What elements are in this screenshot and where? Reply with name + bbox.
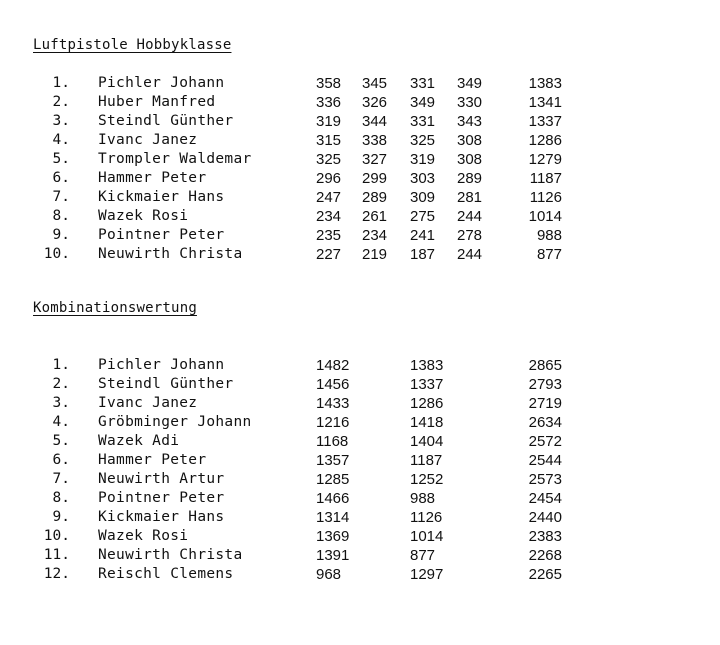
rank: 10. xyxy=(43,246,70,262)
total-score: 2572 xyxy=(528,433,562,450)
rank: 8. xyxy=(52,490,70,506)
score-a: 1168 xyxy=(316,433,349,450)
series-2-score: 234 xyxy=(362,227,388,244)
shooter-name: Hammer Peter xyxy=(98,170,207,186)
score-b: 1187 xyxy=(410,452,443,469)
series-3-score: 331 xyxy=(410,113,436,130)
series-4-score: 349 xyxy=(457,75,483,92)
series-1-score: 358 xyxy=(316,75,342,92)
series-3-score: 275 xyxy=(410,208,436,225)
score-a: 1369 xyxy=(316,528,350,545)
table-row xyxy=(0,432,720,451)
table-row xyxy=(0,470,720,489)
rank: 9. xyxy=(52,227,70,243)
series-2-score: 261 xyxy=(362,208,388,225)
series-3-score: 241 xyxy=(410,227,436,244)
table-row xyxy=(0,226,720,245)
series-4-score: 244 xyxy=(457,208,483,225)
rank: 7. xyxy=(52,471,70,487)
table-row xyxy=(0,413,720,432)
shooter-name: Ivanc Janez xyxy=(98,395,198,411)
shooter-name: Kickmaier Hans xyxy=(98,189,225,205)
table-row xyxy=(0,489,720,508)
series-3-score: 319 xyxy=(410,151,436,168)
series-4-score: 281 xyxy=(457,189,483,206)
table-row xyxy=(0,150,720,169)
shooter-name: Steindl Günther xyxy=(98,113,234,129)
series-2-score: 327 xyxy=(362,151,388,168)
table-row xyxy=(0,394,720,413)
rank: 2. xyxy=(52,376,70,392)
total-score: 1279 xyxy=(528,151,562,168)
total-score: 2793 xyxy=(528,376,562,393)
series-2-score: 326 xyxy=(362,94,388,111)
series-2-score: 299 xyxy=(362,170,388,187)
score-a: 1433 xyxy=(316,395,350,412)
shooter-name: Wazek Rosi xyxy=(98,528,189,544)
shooter-name: Huber Manfred xyxy=(98,94,216,110)
rank: 6. xyxy=(52,452,70,468)
rank: 2. xyxy=(52,94,70,110)
score-b: 877 xyxy=(410,547,436,564)
rank: 4. xyxy=(52,414,70,430)
score-b: 1337 xyxy=(410,376,444,393)
series-4-score: 308 xyxy=(457,151,483,168)
rank: 5. xyxy=(52,151,70,167)
score-b: 1404 xyxy=(410,433,444,450)
table-row xyxy=(0,131,720,150)
total-score: 2719 xyxy=(528,395,562,412)
table-row xyxy=(0,508,720,527)
total-score: 988 xyxy=(536,227,562,244)
series-4-score: 278 xyxy=(457,227,483,244)
total-score: 1383 xyxy=(528,75,562,92)
total-score: 2440 xyxy=(528,509,562,526)
series-4-score: 308 xyxy=(457,132,483,149)
shooter-name: Wazek Rosi xyxy=(98,208,189,224)
total-score: 1014 xyxy=(528,208,562,225)
score-a: 1285 xyxy=(316,471,350,488)
series-4-score: 244 xyxy=(457,246,483,263)
series-3-score: 303 xyxy=(410,170,436,187)
section-title-kombinationswertung: Kombinationswertung xyxy=(33,300,197,316)
rank: 8. xyxy=(52,208,70,224)
series-1-score: 235 xyxy=(316,227,342,244)
total-score: 2573 xyxy=(528,471,562,488)
series-1-score: 247 xyxy=(316,189,342,206)
series-1-score: 319 xyxy=(316,113,342,130)
total-score: 2865 xyxy=(528,357,562,374)
series-1-score: 336 xyxy=(316,94,342,111)
series-4-score: 289 xyxy=(457,170,483,187)
rank: 3. xyxy=(52,113,70,129)
shooter-name: Neuwirth Artur xyxy=(98,471,225,487)
rank: 6. xyxy=(52,170,70,186)
shooter-name: Gröbminger Johann xyxy=(98,414,252,430)
table-row xyxy=(0,169,720,188)
score-a: 1391 xyxy=(316,547,350,564)
shooter-name: Trompler Waldemar xyxy=(98,151,252,167)
shooter-name: Neuwirth Christa xyxy=(98,547,243,563)
shooter-name: Neuwirth Christa xyxy=(98,246,243,262)
series-2-score: 345 xyxy=(362,75,388,92)
total-score: 2265 xyxy=(528,566,562,583)
score-b: 1126 xyxy=(410,509,443,526)
section-title-hobbyklasse: Luftpistole Hobbyklasse xyxy=(33,37,232,53)
score-a: 1482 xyxy=(316,357,350,374)
shooter-name: Pichler Johann xyxy=(98,75,225,91)
shooter-name: Wazek Adi xyxy=(98,433,180,449)
series-3-score: 349 xyxy=(410,94,436,111)
rank: 11. xyxy=(43,547,70,563)
table-row xyxy=(0,74,720,93)
shooter-name: Pichler Johann xyxy=(98,357,225,373)
score-b: 1418 xyxy=(410,414,444,431)
score-b: 1286 xyxy=(410,395,444,412)
rank: 10. xyxy=(43,528,70,544)
score-a: 1466 xyxy=(316,490,350,507)
shooter-name: Reischl Clemens xyxy=(98,566,234,582)
series-1-score: 296 xyxy=(316,170,342,187)
table-row xyxy=(0,207,720,226)
table-row xyxy=(0,112,720,131)
shooter-name: Pointner Peter xyxy=(98,227,225,243)
results-table-kombination xyxy=(0,356,720,584)
score-b: 1252 xyxy=(410,471,444,488)
series-4-score: 343 xyxy=(457,113,483,130)
table-row xyxy=(0,93,720,112)
series-3-score: 187 xyxy=(410,246,436,263)
rank: 9. xyxy=(52,509,70,525)
series-1-score: 234 xyxy=(316,208,342,225)
score-a: 1314 xyxy=(316,509,350,526)
total-score: 2454 xyxy=(528,490,562,507)
rank: 1. xyxy=(52,75,70,91)
total-score: 877 xyxy=(536,246,562,263)
series-1-score: 227 xyxy=(316,246,342,263)
total-score: 1126 xyxy=(529,189,562,206)
rank: 4. xyxy=(52,132,70,148)
table-row xyxy=(0,451,720,470)
score-a: 968 xyxy=(316,566,342,583)
score-b: 1383 xyxy=(410,357,444,374)
shooter-name: Steindl Günther xyxy=(98,376,234,392)
series-2-score: 219 xyxy=(362,246,388,263)
total-score: 2268 xyxy=(528,547,562,564)
series-1-score: 315 xyxy=(316,132,342,149)
table-row xyxy=(0,245,720,264)
series-3-score: 309 xyxy=(410,189,436,206)
series-2-score: 338 xyxy=(362,132,388,149)
score-b: 1297 xyxy=(410,566,444,583)
total-score: 2634 xyxy=(528,414,562,431)
series-2-score: 289 xyxy=(362,189,388,206)
series-4-score: 330 xyxy=(457,94,483,111)
total-score: 2383 xyxy=(528,528,562,545)
shooter-name: Ivanc Janez xyxy=(98,132,198,148)
score-b: 1014 xyxy=(410,528,444,545)
table-row xyxy=(0,356,720,375)
score-b: 988 xyxy=(410,490,436,507)
series-3-score: 331 xyxy=(410,75,436,92)
total-score: 2544 xyxy=(528,452,562,469)
score-a: 1216 xyxy=(316,414,350,431)
shooter-name: Hammer Peter xyxy=(98,452,207,468)
score-a: 1456 xyxy=(316,376,350,393)
shooter-name: Pointner Peter xyxy=(98,490,225,506)
total-score: 1341 xyxy=(528,94,562,111)
shooter-name: Kickmaier Hans xyxy=(98,509,225,525)
series-2-score: 344 xyxy=(362,113,388,130)
table-row xyxy=(0,546,720,565)
table-row xyxy=(0,188,720,207)
rank: 7. xyxy=(52,189,70,205)
score-a: 1357 xyxy=(316,452,350,469)
results-table-hobbyklasse xyxy=(0,74,720,264)
rank: 12. xyxy=(43,566,70,582)
table-row xyxy=(0,565,720,584)
rank: 5. xyxy=(52,433,70,449)
total-score: 1286 xyxy=(528,132,562,149)
table-row xyxy=(0,527,720,546)
series-1-score: 325 xyxy=(316,151,342,168)
table-row xyxy=(0,375,720,394)
total-score: 1337 xyxy=(528,113,562,130)
rank: 1. xyxy=(52,357,70,373)
series-3-score: 325 xyxy=(410,132,436,149)
total-score: 1187 xyxy=(529,170,562,187)
rank: 3. xyxy=(52,395,70,411)
